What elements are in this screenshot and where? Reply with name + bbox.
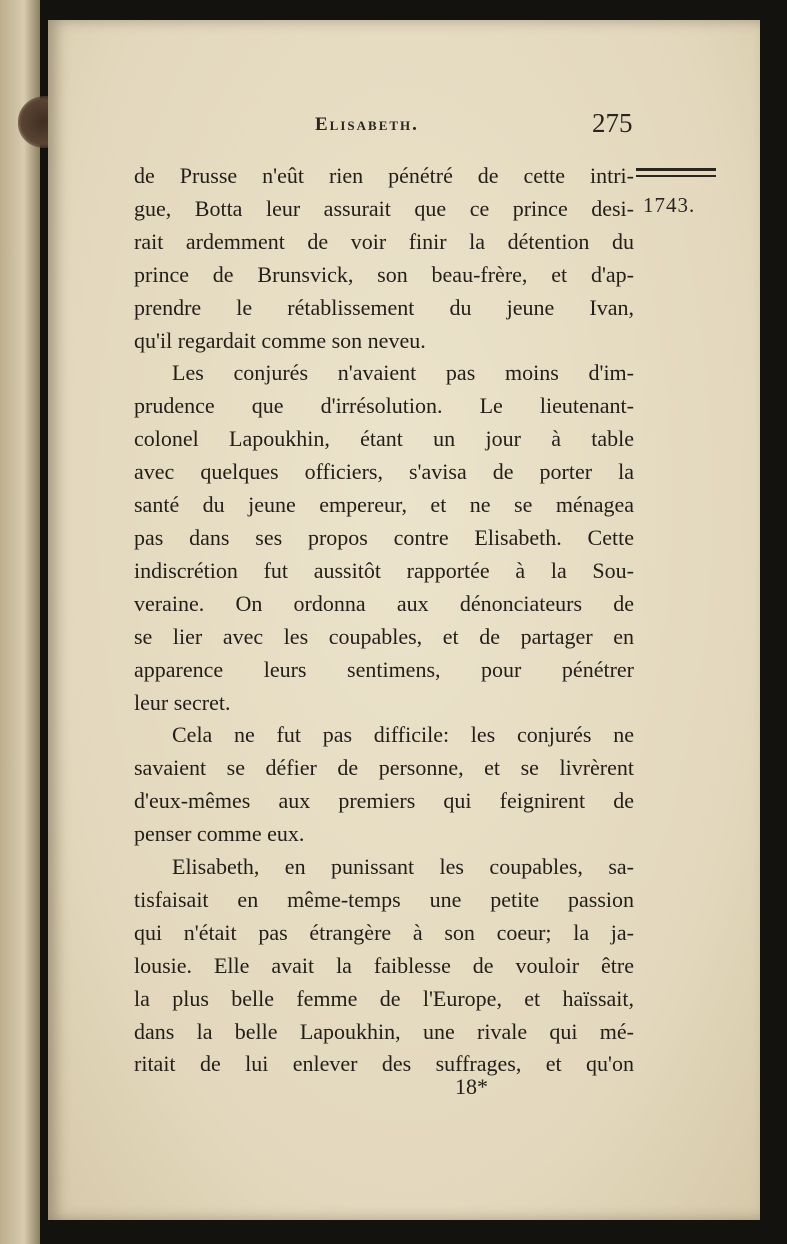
text-line: pas dans ses propos contre Elisabeth. Cette (134, 524, 634, 550)
text-line: qu'il regardait comme son neveu. (134, 327, 426, 353)
text-line: rait ardemment de voir finir la détention du (134, 228, 634, 254)
text-line: prendre le rétablissement du jeune Ivan, (134, 294, 634, 320)
text-line: ritait de lui enlever des suffrages, et qu'on (134, 1051, 634, 1077)
text-line: leur secret. (134, 689, 231, 715)
text-line: veraine. On ordonna aux dénonciateurs de (134, 590, 634, 616)
text-line: savaient se défier de personne, et se livrèrent (134, 755, 634, 781)
text-line: indiscrétion fut aussitôt rapportée à la Sou- (134, 557, 634, 583)
text-line: Cela ne fut pas difficile: les conjurés ne (172, 722, 634, 748)
text-line: gue, Botta leur assurait que ce prince desi- (134, 195, 634, 221)
text-line: penser comme eux. (134, 821, 305, 847)
text-line: Elisabeth, en punissant les coupables, sa- (172, 854, 634, 880)
text-line: Les conjurés n'avaient pas moins d'im- (172, 360, 634, 386)
page-number: 275 (592, 108, 633, 138)
text-line: santé du jeune empereur, et ne se ménagea (134, 492, 634, 518)
text-line: apparence leurs sentimens, pour pénétrer (134, 656, 634, 682)
running-head: Elisabeth. (315, 114, 419, 135)
text-line: d'eux-mêmes aux premiers qui feignirent de (134, 788, 634, 814)
facing-page-edge (0, 0, 40, 1244)
text-line: prince de Brunsvick, son beau-frère, et d'ap- (134, 261, 634, 287)
text-line: qui n'était pas étrangère à son coeur; la ja- (134, 919, 634, 945)
margin-year: 1743. (643, 193, 696, 217)
text-line: de Prusse n'eût rien pénétré de cette intri- (134, 163, 634, 188)
margin-rule (636, 168, 716, 177)
text-line: tisfaisait en même-temps une petite passion (134, 886, 634, 912)
text-line: colonel Lapoukhin, étant un jour à table (134, 426, 634, 452)
signature-mark: 18* (455, 1074, 488, 1099)
text-line: prudence que d'irrésolution. Le lieutenant- (134, 393, 634, 419)
text-line: lousie. Elle avait la faiblesse de vouloir être (134, 952, 634, 978)
body-text (134, 160, 634, 1081)
text-line: se lier avec les coupables, et de partager en (134, 623, 634, 649)
text-line: la plus belle femme de l'Europe, et haïssait, (134, 985, 634, 1011)
text-line: dans la belle Lapoukhin, une rivale qui mé- (134, 1018, 634, 1044)
text-line: avec quelques officiers, s'avisa de porter la (134, 459, 634, 485)
